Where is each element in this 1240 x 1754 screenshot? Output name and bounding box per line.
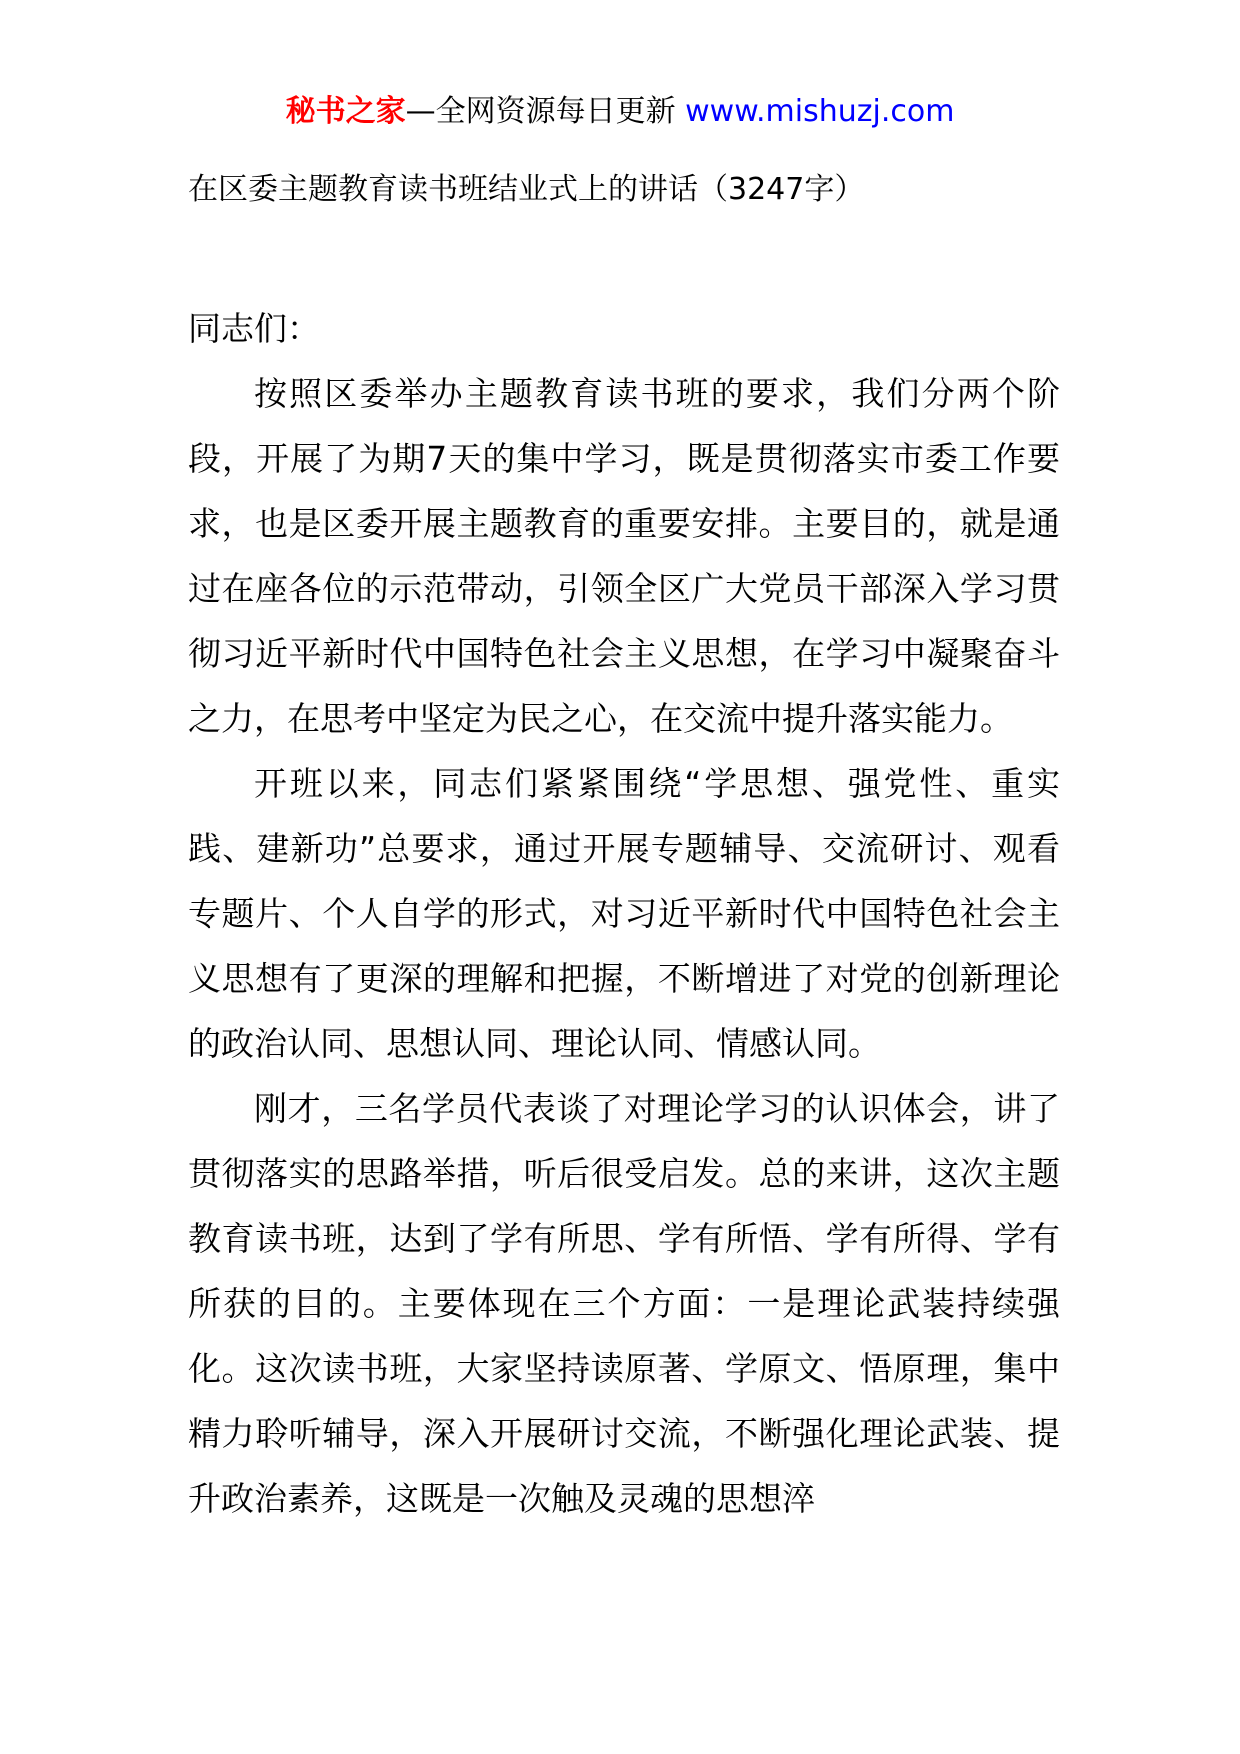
- document-body: [188, 296, 1060, 1531]
- site-slogan: —全网资源每日更新: [405, 94, 676, 129]
- body-paragraph-3: 刚才，三名学员代表谈了对理论学习的认识体会，讲了贯彻落实的思路举措，听后很受启发。总的来讲，这次主题教育读书班，达到了学有所思、学有所悟、学有所得、学有所获的目的。主要体现在三个方面：一是理论武装持续强化。这次读书班，大家坚持读原著、学原文、悟原理，集中精力聆听辅导，深入开展研讨交流，不断强化理论武装、提升政治素养，这既是一次触及灵魂的思想淬: [188, 1089, 1060, 1518]
- site-name: 秘书之家: [285, 94, 406, 129]
- body-paragraph-2: 开班以来，同志们紧紧围绕“学思想、强党性、重实践、建新功”总要求，通过开展专题辅导、交流研讨、观看专题片、个人自学的形式，对习近平新时代中国特色社会主义思想有了更深的理解和把握，不断增进了对党的创新理论的政治认同、思想认同、理论认同、情感认同。: [188, 764, 1060, 1063]
- document-title: 在区委主题教育读书班结业式上的讲话（3247字）: [188, 172, 865, 207]
- body-paragraph-1: 按照区委举办主题教育读书班的要求，我们分两个阶段，开展了为期7天的集中学习，既是贯彻落实市委工作要求，也是区委开展主题教育的重要安排。主要目的，就是通过在座各位的示范带动，引领全区广大党员干部深入学习贯彻习近平新时代中国特色社会主义思想，在学习中凝聚奋斗之力，在思考中坚定为民之心，在交流中提升落实能力。: [188, 374, 1060, 738]
- salutation: 同志们：: [188, 309, 320, 348]
- site-header: [0, 90, 1240, 134]
- site-url-link[interactable]: www.mishuzj.com: [685, 94, 955, 129]
